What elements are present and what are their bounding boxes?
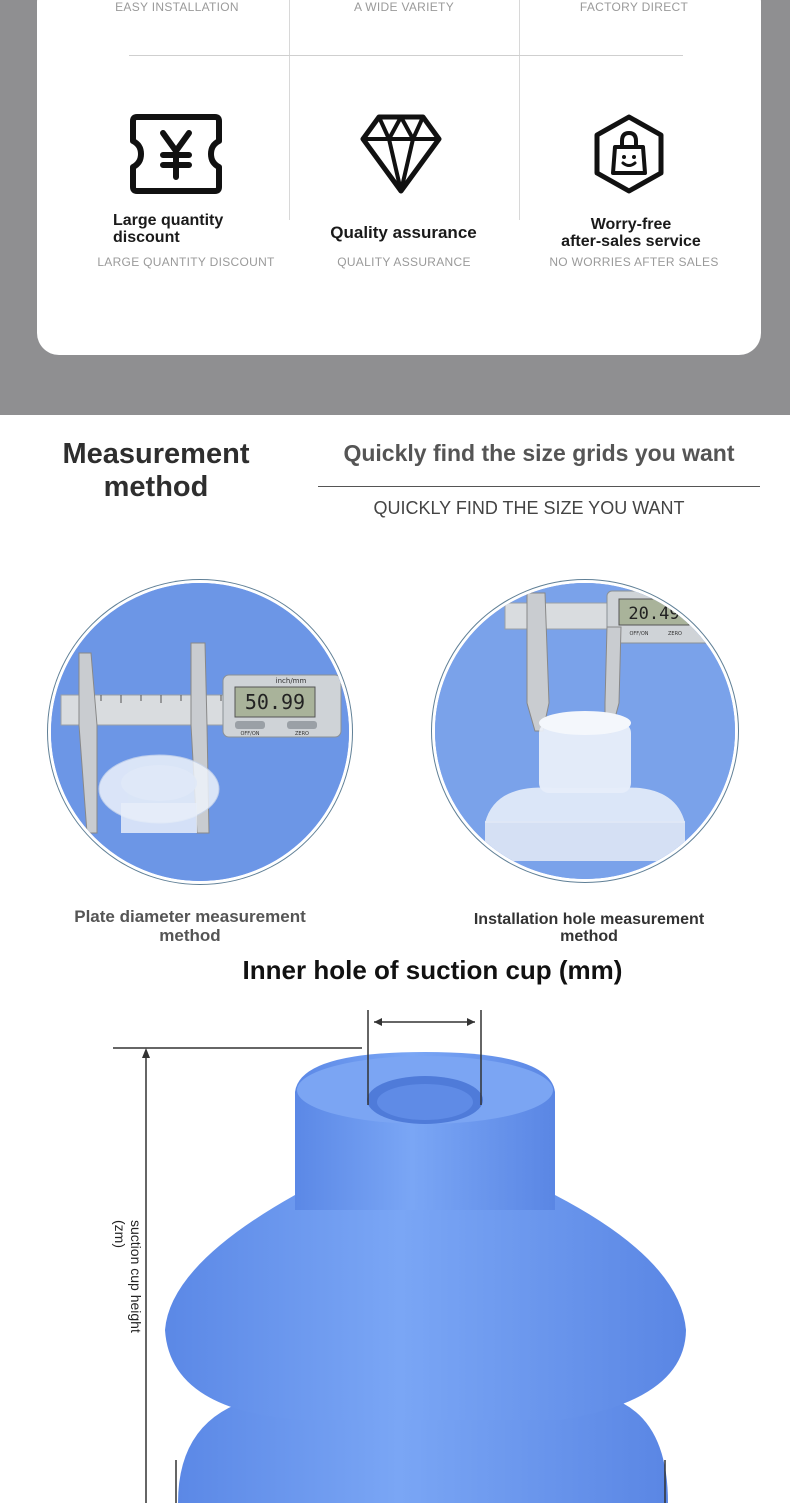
divider [289, 0, 290, 220]
measurement-subtitle: Quickly find the size grids you want [343, 440, 735, 466]
diamond-icon [359, 113, 443, 195]
caliper-readout: 20.49 [628, 604, 680, 624]
feature-caption-wide-variety: A WIDE VARIETY [354, 0, 454, 14]
feature-caption-after-sales: NO WORRIES AFTER SALES [549, 255, 719, 269]
svg-text:OFF/ON: OFF/ON [629, 631, 649, 637]
feature-title-after-sales: Worry-free after-sales service [561, 216, 701, 250]
plate-diameter-caption: Plate diameter measurement method [74, 907, 306, 945]
feature-title-quality-assurance: Quality assurance [330, 223, 477, 242]
measurement-subtitle-caps: QUICKLY FIND THE SIZE YOU WANT [373, 498, 685, 518]
feature-caption-quality: QUALITY ASSURANCE [337, 255, 471, 269]
svg-text:ZERO: ZERO [668, 631, 682, 637]
caliper-unit-label: inch/mm [275, 677, 307, 685]
feature-title-large-quantity: Large quantity discount [113, 212, 224, 246]
installation-hole-photo [432, 580, 738, 882]
feature-caption-easy-installation: EASY INSTALLATION [115, 0, 239, 14]
features-card [37, 0, 761, 355]
inner-hole-title: Inner hole of suction cup (mm) [242, 955, 623, 985]
divider [318, 486, 760, 487]
shopping-bag-icon [591, 113, 667, 195]
divider [519, 0, 520, 220]
feature-caption-factory-direct: FACTORY DIRECT [579, 0, 689, 14]
yen-ticket-icon [129, 113, 223, 195]
plate-diameter-photo [48, 580, 352, 884]
measurement-title: Measurement method [62, 438, 250, 503]
feature-caption-large-quantity: LARGE QUANTITY DISCOUNT [97, 255, 275, 269]
svg-text:ZERO: ZERO [295, 731, 309, 737]
suction-cup-height-label: suction cup height (zm) [112, 1220, 144, 1333]
divider [129, 55, 683, 56]
features-band [0, 0, 790, 415]
caliper-readout: 50.99 [244, 690, 306, 714]
svg-text:OFF/ON: OFF/ON [240, 731, 260, 737]
installation-hole-caption: Installation hole measurement method [473, 911, 705, 945]
